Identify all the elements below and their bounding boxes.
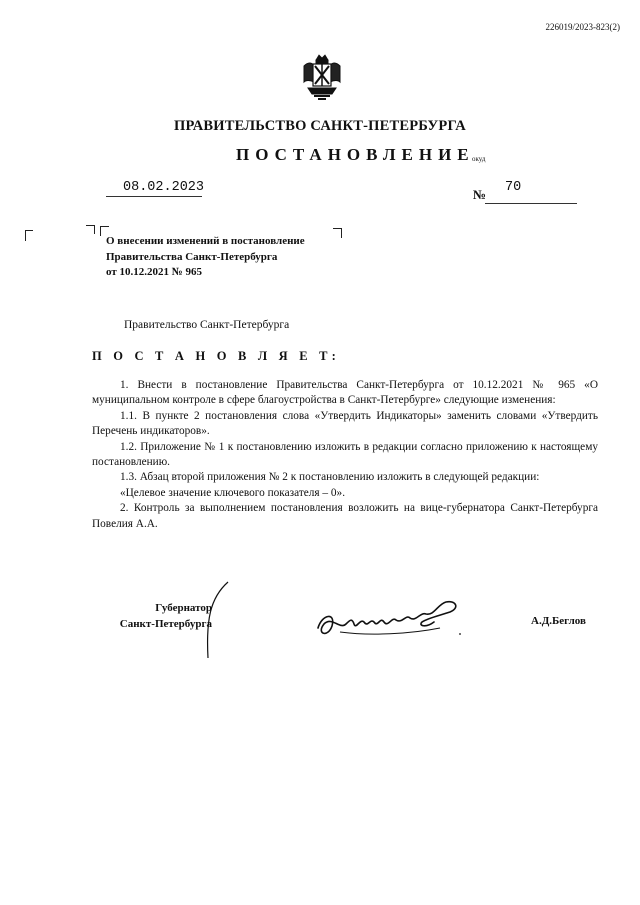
signatory-title-line-2: Санкт-Петербурга: [119, 617, 212, 630]
document-number: 70: [505, 180, 522, 195]
paragraph-1-1: 1.1. В пункте 2 постановления слова «Утвердить Индикаторы» заменить словами «Утвердить Перечень индикаторов».: [92, 409, 598, 438]
coat-of-arms-icon: [300, 52, 344, 102]
signatory-title: [90, 601, 212, 632]
subject-line-1: О внесении изменений в постановление: [106, 235, 305, 247]
document-date: 08.02.2023: [123, 180, 205, 195]
document-body: [92, 378, 598, 532]
paragraph-1: 1. Внести в постановление Правительства Санкт-Петербурга от 10.12.2021 № 965 «О муниципальном контроле в сфере благоустройства в Санкт-Петербурге» следующие изменения:: [92, 379, 598, 407]
paragraph-1-2: 1.2. Приложение № 1 к постановлению изложить в редакции согласно приложению к настоящему постановлению.: [92, 440, 598, 469]
corner-mark-left: [25, 230, 33, 241]
resolves-heading: П О С Т А Н О В Л Я Е Т:: [92, 349, 340, 363]
number-underline: [485, 203, 577, 204]
number-label: №: [473, 187, 487, 202]
signature-bracket: [198, 580, 238, 660]
paragraph-1-3: 1.3. Абзац второй приложения № 2 к постановлению изложить в следующей редакции:: [120, 471, 540, 484]
corner-mark-subject-left: [86, 225, 95, 234]
handwritten-signature: [310, 588, 490, 648]
subject-line-2: Правительства Санкт-Петербурга: [106, 250, 278, 263]
preamble: Правительство Санкт-Петербурга: [124, 319, 290, 331]
okud-label: окуд: [472, 155, 486, 163]
government-name: ПРАВИТЕЛЬСТВО САНКТ-ПЕТЕРБУРГА: [174, 118, 466, 134]
document-type-title: ПОСТАНОВЛЕНИЕ: [236, 145, 475, 164]
signatory-title-line-1: Губернатор: [155, 602, 212, 614]
subject-line-3: от 10.12.2021 № 965: [106, 266, 203, 278]
paragraph-quote: «Целевое значение ключевого показателя – 0».: [120, 486, 346, 499]
document-subject: [106, 234, 356, 281]
document-id: 226019/2023-823(2): [545, 22, 620, 32]
date-underline: [106, 196, 202, 197]
signatory-name: А.Д.Беглов: [531, 615, 586, 627]
paragraph-2: 2. Контроль за выполнением постановления возложить на вице-губернатора Санкт-Петербурга Повелия А.А.: [92, 502, 598, 530]
